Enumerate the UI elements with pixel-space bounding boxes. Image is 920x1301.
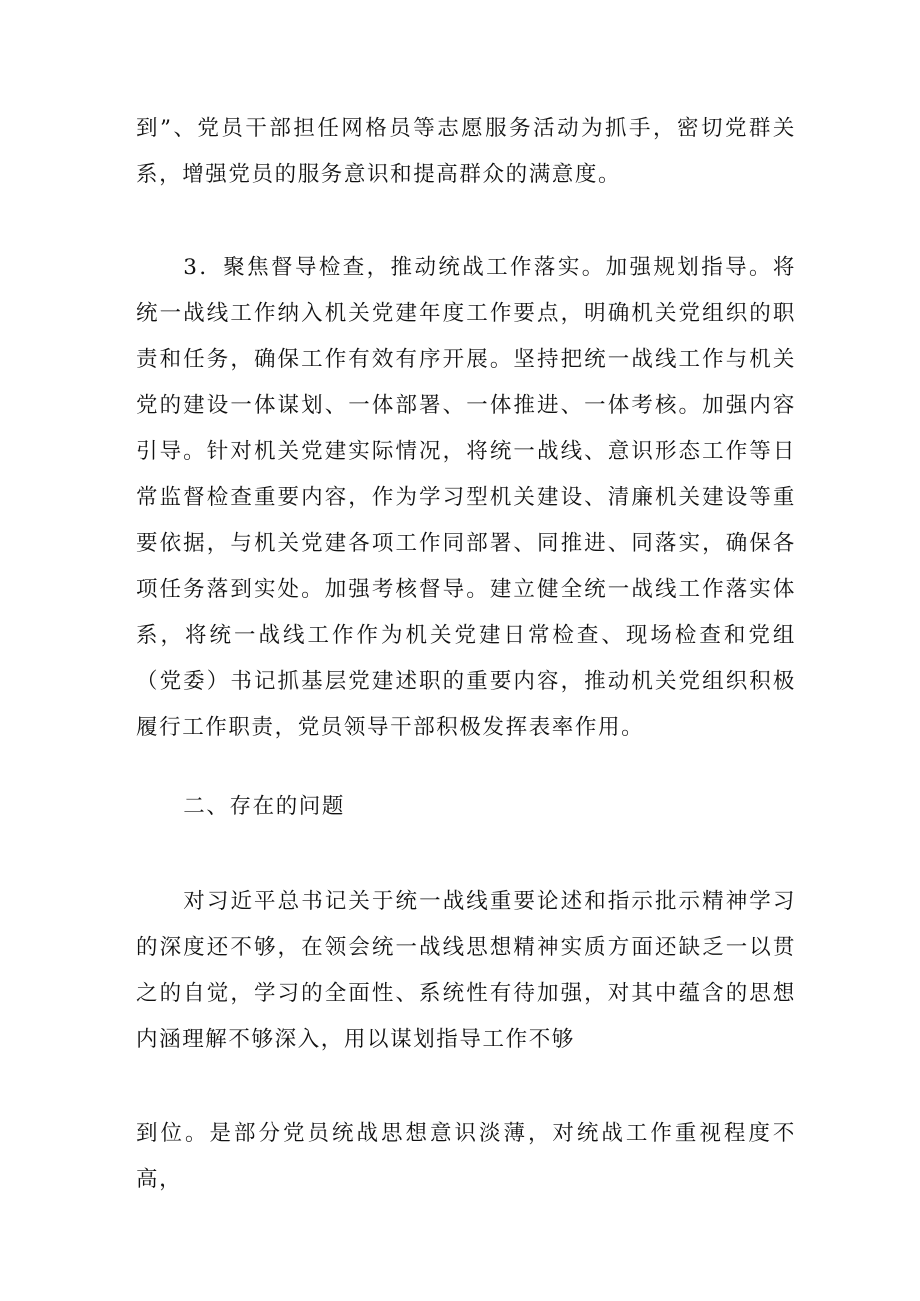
paragraph-continuation: 到”、党员干部担任网格员等志愿服务活动为抓手，密切党群关系，增强党员的服务意识和提高群众的满意度。: [136, 116, 796, 187]
paragraph-problems-body: 对习近平总书记关于统一战线重要论述和指示批示精神学习的深度还不够，在领会统一战线思想精神实质方面还缺乏一以贯之的自觉，学习的全面性、系统性有待加强，对其中蕴含的思想内涵理解不够深入，用以谋划指导工作不够: [136, 889, 796, 1052]
paragraph-problems-continuation: 到位。是部分党员统战思想意识淡薄，对统战工作重视程度不高，: [136, 1121, 796, 1192]
section-heading-problems: 二、存在的问题: [183, 794, 345, 819]
paragraph-section-3: 3．聚焦督导检查，推动统战工作落实。加强规划指导。将统一战线工作纳入机关党建年度工作要点，明确机关党组织的职责和任务，确保工作有效有序开展。坚持把统一战线工作与机关党的建设一体谋划、一体部署、一体推进、一体考核。加强内容引导。针对机关党建实际情况，将统一战线、意识形态工作等日常监督检查重要内容，作为学习型机关建设、清廉机关建设等重要依据，与机关党建各项工作同部署、同推进、同落实，确保各项任务落到实处。加强考核督导。建立健全统一战线工作落实体系，将统一战线工作作为机关党建日常检查、现场检查和党组（党委）书记抓基层党建述职的重要内容，推动机关党组织积极履行工作职责，党员领导干部积极发挥表率作用。: [136, 255, 796, 740]
